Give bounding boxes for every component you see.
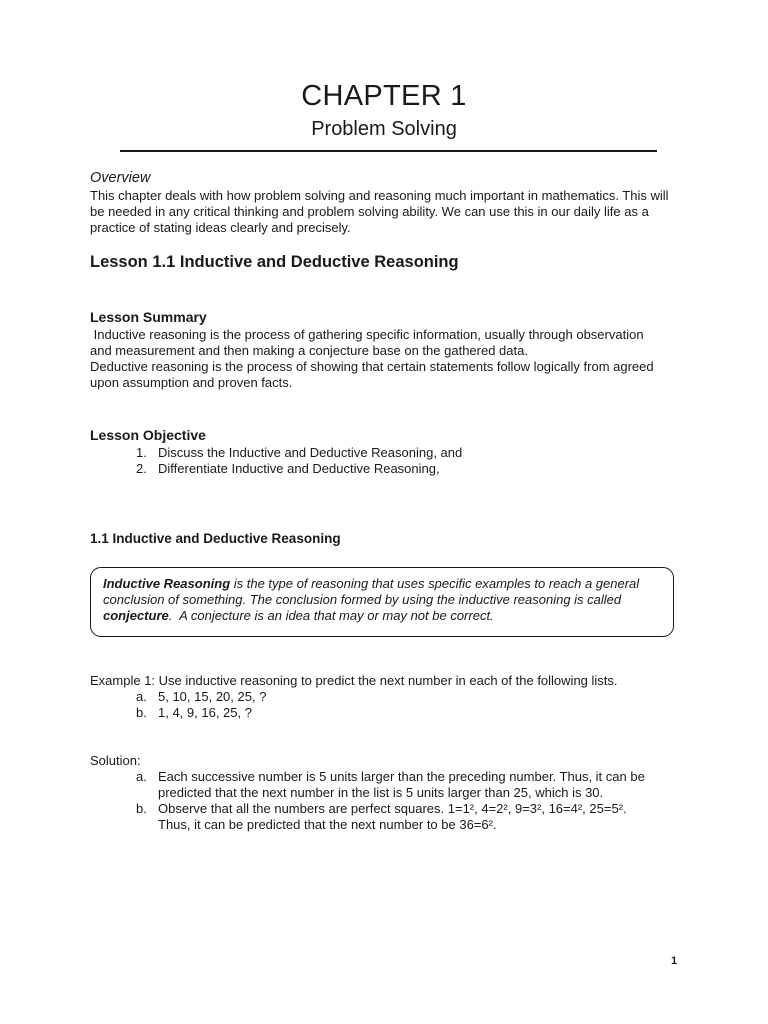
list-item-text: Each successive number is 5 units larger than the preceding number. Thus, it can be predicted that the next number in the list is 5 units larger than 25, which is 30. bbox=[158, 769, 645, 800]
chapter-title: CHAPTER 1 bbox=[301, 80, 467, 112]
definition-text: is the type of reasoning that uses specific examples to reach a general conclusion of something. The conclusion formed by using the inductive reasoning is called bbox=[103, 576, 643, 607]
lesson-objective-heading: Lesson Objective bbox=[90, 427, 206, 443]
summary-paragraph-inductive: Inductive reasoning is the process of gathering specific information, usually through observation and measurement and then making a conjecture base on the gathered data. bbox=[90, 327, 648, 358]
list-marker: b. bbox=[136, 801, 147, 816]
list-item-text: Discuss the Inductive and Deductive Reasoning, and bbox=[158, 445, 463, 460]
list-marker: b. bbox=[136, 705, 147, 720]
lesson-summary-heading: Lesson Summary bbox=[90, 309, 207, 325]
example-list bbox=[136, 689, 676, 721]
definition-term: Inductive Reasoning bbox=[103, 576, 231, 591]
list-item-text: Observe that all the numbers are perfect squares. 1=1², 4=2², 9=3², 16=4², 25=5². Thus, it can be predicted that the next number to be 36=6². bbox=[158, 801, 627, 832]
section-heading: 1.1 Inductive and Deductive Reasoning bbox=[90, 531, 341, 546]
list-item bbox=[136, 689, 676, 705]
overview-body: This chapter deals with how problem solving and reasoning much important in mathematics. This will be needed in any critical thinking and problem solving ability. We can use this in our daily life as a practice of stating ideas clearly and precisely. bbox=[90, 188, 669, 235]
definition-box bbox=[90, 567, 674, 637]
solution-list bbox=[136, 769, 656, 833]
summary-paragraph-deductive: Deductive reasoning is the process of showing that certain statements follow logically from agreed upon assumption and proven facts. bbox=[90, 359, 654, 390]
list-marker: 1. bbox=[136, 445, 147, 460]
list-item-text: 1, 4, 9, 16, 25, ? bbox=[158, 705, 252, 720]
list-marker: a. bbox=[136, 689, 147, 704]
list-item bbox=[136, 705, 676, 721]
title-divider bbox=[120, 150, 657, 152]
list-item-text: Differentiate Inductive and Deductive Reasoning, bbox=[158, 461, 440, 476]
objective-list bbox=[136, 445, 676, 477]
overview-heading: Overview bbox=[90, 170, 151, 186]
list-item bbox=[136, 461, 676, 477]
list-item bbox=[136, 445, 676, 461]
definition-text-end: . A conjecture is an idea that may or may not be correct. bbox=[168, 608, 494, 623]
list-marker: 2. bbox=[136, 461, 147, 476]
definition-term-conjecture: conjecture bbox=[103, 608, 169, 623]
solution-heading: Solution: bbox=[90, 753, 141, 768]
list-marker: a. bbox=[136, 769, 147, 784]
page-number: 1 bbox=[671, 955, 678, 967]
list-item bbox=[136, 801, 656, 833]
list-item-text: 5, 10, 15, 20, 25, ? bbox=[158, 689, 267, 704]
chapter-subtitle: Problem Solving bbox=[311, 118, 457, 140]
lesson-summary-body bbox=[90, 327, 660, 391]
lesson-heading: Lesson 1.1 Inductive and Deductive Reasoning bbox=[90, 253, 459, 271]
example-intro: Example 1: Use inductive reasoning to predict the next number in each of the following lists. bbox=[90, 673, 618, 688]
list-item bbox=[136, 769, 656, 801]
